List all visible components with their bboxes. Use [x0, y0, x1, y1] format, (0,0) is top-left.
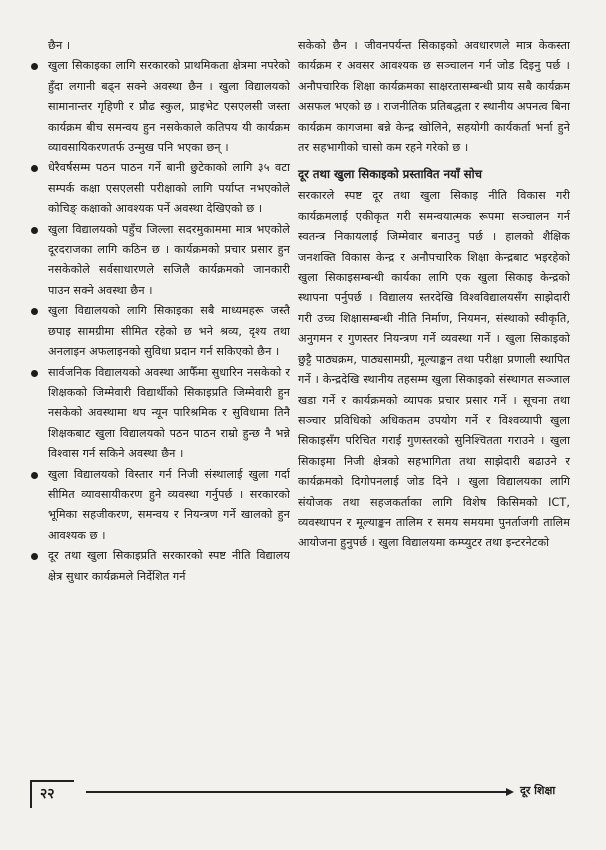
footer-rule: [86, 791, 506, 793]
bullet-icon: [31, 370, 38, 377]
bullet-list: [28, 56, 290, 587]
bullet-icon: [31, 165, 38, 172]
bullet-item: [28, 158, 290, 219]
left-lead-in: छैन ।: [48, 39, 71, 52]
bullet-icon: [31, 227, 38, 234]
bullet-text: खुला विद्यालयको लागि सिकाइका सबै माध्यमहरू जस्तै छपाइ सामग्रीमा सीमित रहेको छ भने श्रव्य, दृश्य तथा अनलाइन अफलाइनको सुविधा प्रदान गर्न सकिएको छैन ।: [48, 304, 290, 359]
bullet-text: दूर तथा खुला सिकाइप्रति सरकारको स्पष्ट नीति विद्यालय क्षेत्र सुधार कार्यक्रमले निर्देशित गर्न: [48, 549, 290, 583]
section-body-paragraph: सरकारले स्पष्ट दूर तथा खुला सिकाइ नीति विकास गरी कार्यक्रमलाई एकीकृत गरी समन्वयात्मक रूपमा सञ्चालन गर्न स्वतन्त्र निकायलाई जिम्मेवार बनाउनु पर्छ । हालको शैक्षिक जनशक्ति विकास केन्द्र र अनौपचारिक शिक्षा केन्द्रबाट भइरहेको खुला सिकाइसम्बन्धी कार्यका लागि एक खुला सिकाइ केन्द्रको स्थापना पर्नुपर्छ । विद्यालय स्तरदेखि विश्वविद्यालयसँग साझेदारी गरी उच्च शिक्षासम्बन्धी नीति निर्माण, नियमन, संस्थाको स्वीकृति, अनुगमन र गुणस्तर नियन्त्रण गर्ने व्यवस्था गर्ने । खुला सिकाइको छुट्टै पाठ्यक्रम, पाठ्यसामग्री, मूल्याङ्कन तथा परीक्षा प्रणाली स्थापित गर्ने । केन्द्रदेखि स्थानीय तहसम्म खुला सिकाइको संस्थागत सञ्जाल खडा गर्ने र कार्यक्रमको व्यापक प्रचार प्रसार गर्ने । सूचना तथा सञ्चार प्रविधिको अधिकतम उपयोग गर्ने र विश्वव्यापी खुला सिकाइसँग परिचित गराई गुणस्तरको सुनिश्चितता गराउने । खुला सिकाइमा निजी क्षेत्रको सहभागिता तथा साझेदारी बढाउने र कार्यक्रमको दिगोपनलाई जोड दिने । खुला विद्यालयका लागि संयोजक तथा सहजकर्ताका लागि विशेष किसिमको ICT, व्यवस्थापन र मूल्याङ्कन तालिम र समय समयमा पुनर्ताजगी तालिम आयोजना हुनुपर्छ । खुला विद्यालयमा कम्प्युटर तथा इन्टरनेटको: [298, 189, 570, 550]
bullet-icon: [31, 308, 38, 315]
footer-rule-arrow-icon: [506, 788, 514, 796]
left-column: [28, 36, 290, 587]
bullet-item: [28, 220, 290, 302]
right-continuation-paragraph: सकेको छैन । जीवनपर्यन्त सिकाइको अवधारणले मात्र केकस्ता कार्यक्रम र अवसर आवश्यक छ सञ्चालन गर्न जोड दिइनु पर्छ । अनौपचारिक शिक्षा कार्यक्रमका साक्षरतासम्बन्धी प्राय सबै कार्यक्रम असफल भएको छ । राजनीतिक प्रतिबद्धता र स्थानीय अपनत्व बिना कार्यक्रम कागजमा बन्ने केन्द्र खोलिने, सहयोगी कार्यकर्ता भर्ना हुने तर सहभागीको चासो कम रहने गरेको छ ।: [298, 39, 570, 155]
bullet-icon: [31, 553, 38, 560]
section-heading: दूर तथा खुला सिकाइको प्रस्तावित नयाँ सोच: [298, 167, 482, 182]
bullet-item: [28, 363, 290, 465]
right-column: [298, 36, 570, 554]
bullet-item: [28, 546, 290, 587]
page-number: २२: [40, 786, 55, 802]
bullet-icon: [31, 472, 38, 479]
bullet-text: सार्वजनिक विद्यालयको अवस्था आफैँमा सुधारिन नसकेको र शिक्षकको जिम्मेवारी विद्यार्थीको सिकाइप्रति जिम्मेवारी हुन नसकेको अवस्थामा थप न्यून पारिश्रमिक र सुविधामा तिनै शिक्षकबाट खुला विद्यालयको पठन पाठन राम्रो हुन्छ नै भन्ने विश्वास गर्न सकिने अवस्था छैन ।: [48, 365, 290, 461]
bullet-text: खुला सिकाइका लागि सरकारको प्राथमिकता क्षेत्रमा नपरेको हुँदा लगानी बढ्न सक्ने अवस्था छैन । खुला विद्यालयको सामानान्तर गृहिणी र प्रौढ स्कुल, प्राइभेट एसएलसी जस्ता कार्यक्रम बीच समन्वय हुन नसकेकाले कतिपय यी कार्यक्रम व्यावसायिकरणतर्फ उन्मुख पनि भएका छन् ।: [48, 59, 290, 155]
bullet-item: [28, 465, 290, 547]
page-footer: [30, 780, 570, 808]
bullet-item: [28, 301, 290, 362]
bullet-icon: [31, 63, 38, 70]
bullet-item: [28, 56, 290, 158]
bullet-text: खुला विद्यालयको विस्तार गर्न निजी संस्थालाई खुला गर्दा सीमित व्यावसायीकरण हुने व्यवस्था गर्नुपर्छ । सरकारको भूमिका सहजीकरण, समन्वय र नियन्त्रण गर्ने खालको हुन आवश्यक छ ।: [48, 467, 290, 542]
bullet-text: धेरैवर्षसम्म पठन पाठन गर्ने बानी छुटेकाको लागि ३५ वटा सम्पर्क कक्षा एसएलसी परीक्षाको लागि पर्याप्त नभएकोले कोचिङ् कक्षाको आवश्यक पर्ने अवस्था देखिएको छ ।: [48, 161, 290, 216]
bullet-text: खुला विद्यालयको पहुँच जिल्ला सदरमुकाममा मात्र भएकोले दूरदराजका लागि कठिन छ । कार्यक्रमको प्रचार प्रसार हुन नसकेकोले सर्वसाधारणले सजिलै कार्यक्रमको जानकारी पाउन सक्ने अवस्था छैन ।: [48, 222, 290, 297]
magazine-name: दूर शिक्षा: [520, 784, 556, 797]
